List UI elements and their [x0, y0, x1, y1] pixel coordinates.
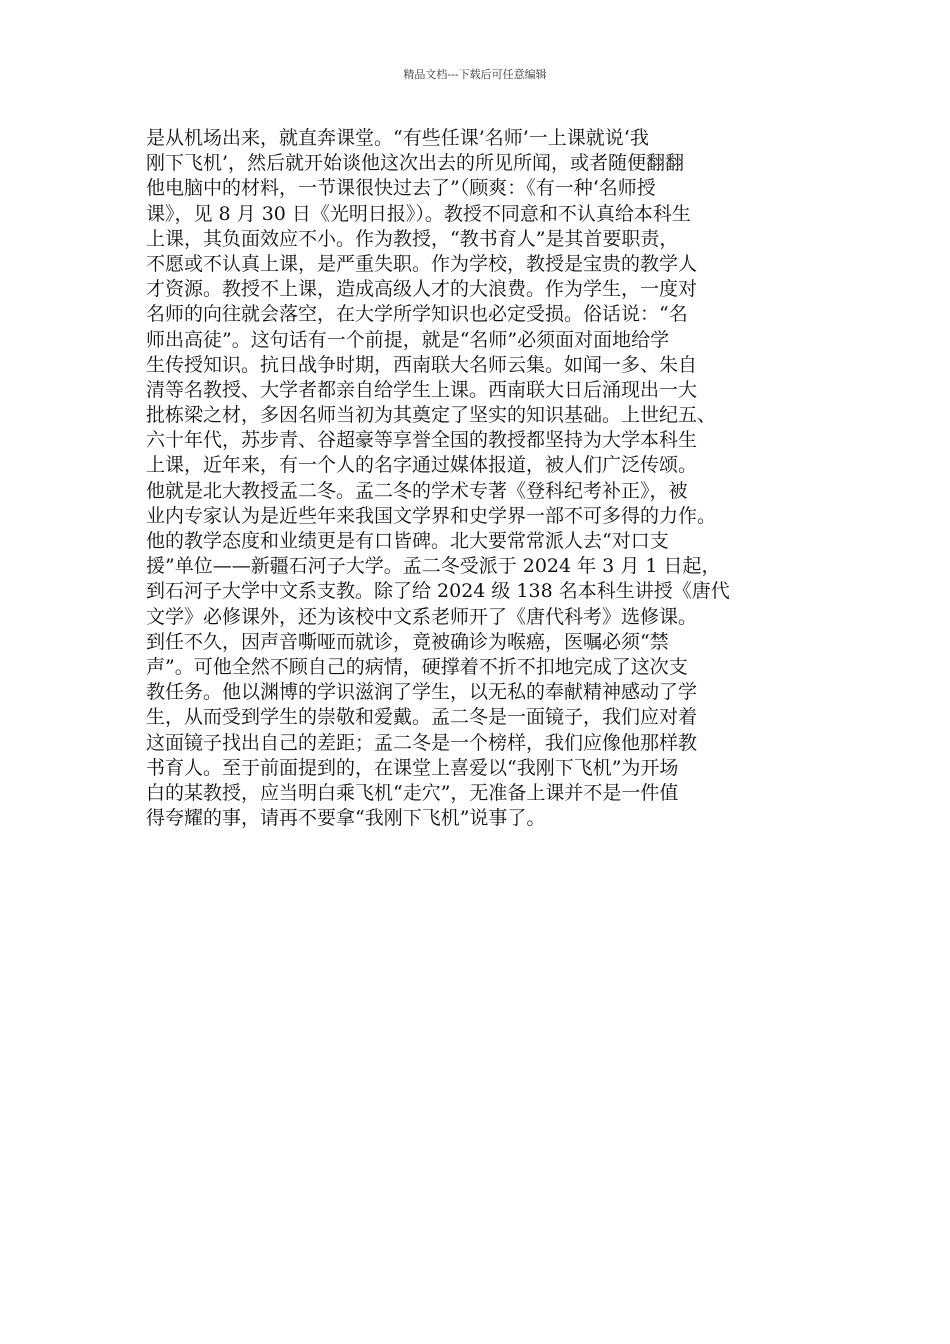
text-line: 批栋梁之材，多因名师当初为其奠定了坚实的知识基础。上世纪五、 — [146, 404, 717, 427]
text-line: 六十年代，苏步青、谷超豪等享誉全国的教授都坚持为大学本科生 — [146, 429, 698, 452]
text-line: 他电脑中的材料，一节课很快过去了”（顾爽：《有一种‘名师授 — [146, 177, 656, 200]
text-line: 师出高徒”。这句话有一个前提，就是“名师”必须面对面地给学 — [146, 328, 670, 351]
text-line: 他的教学态度和业绩更是有口皆碑。北大要常常派人去“对口支 — [146, 530, 669, 552]
text-line: 书育人。至于前面提到的，在课堂上喜爱以“我刚下飞机”为开场 — [146, 756, 679, 779]
text-line: 清等名教授、大学者都亲自给学生上课。西南联大日后涌现出一大 — [146, 378, 698, 401]
text-line: 是从机场出来，就直奔课堂。“有些任课’名师’一上课就说‘我 — [146, 127, 649, 149]
text-line: 不愿或不认真上课，是严重失职。作为学校，教授是宝贵的教学人 — [146, 252, 698, 275]
text-line: 到石河子大学中文系支教。除了给 2024 级 138 名本科生讲授《唐代 — [146, 580, 730, 603]
article-body — [146, 126, 811, 831]
text-line: 这面镜子找出自己的差距；孟二冬是一个榜样，我们应像他那样教 — [146, 731, 698, 754]
text-line: 名师的向往就会落空，在大学所学知识也必定受损。俗话说：“名 — [146, 303, 688, 326]
text-line: 到任不久，因声音嘶哑而就诊，竟被确诊为喉癌，医嘱必须“禁 — [146, 630, 669, 653]
text-line: 上课，近年来，有一个人的名字通过媒体报道，被人们广泛传颂。 — [146, 454, 698, 477]
text-line: 才资源。教授不上课，造成高级人才的大浪费。作为学生，一度对 — [146, 278, 698, 301]
text-line: 上课，其负面效应不小。作为教授，“教书育人”是其首要职责， — [146, 227, 679, 250]
text-line: 生，从而受到学生的崇敬和爱戴。孟二冬是一面镜子，我们应对着 — [146, 706, 698, 729]
text-line: 生传授知识。抗日战争时期，西南联大名师云集。如闻一多、朱自 — [146, 353, 698, 376]
text-line: 教任务。他以渊博的学识滋润了学生，以无私的奉献精神感动了学 — [146, 681, 698, 704]
text-line: 援”单位——新疆石河子大学。孟二冬受派于 2024 年 3 月 1 日起， — [146, 555, 721, 578]
text-line: 得夸耀的事，请再不要拿“我刚下飞机”说事了。 — [146, 807, 546, 830]
text-line: 文学》必修课外，还为该校中文系老师开了《唐代科考》选修课。 — [146, 605, 698, 628]
text-line: 课》，见 8 月 30 日《光明日报》）。教授不同意和不认真给本科生 — [146, 202, 691, 225]
page-header-note: 精品文档---下载后可任意编辑 — [403, 68, 547, 81]
text-line: 白的某教授，应当明白乘飞机“走穴”，无准备上课并不是一件值 — [146, 781, 679, 804]
text-line: 业内专家认为是近些年来我国文学界和史学界一部不可多得的力作。 — [146, 504, 717, 527]
text-line: 刚下飞机’，然后就开始谈他这次出去的所见所闻，或者随便翻翻 — [146, 152, 685, 175]
text-line: 声”。可他全然不顾自己的病情，硬撑着不折不扣地完成了这次支 — [146, 655, 688, 678]
text-line: 他就是北大教授孟二冬。孟二冬的学术专著《登科纪考补正》，被 — [146, 479, 688, 502]
